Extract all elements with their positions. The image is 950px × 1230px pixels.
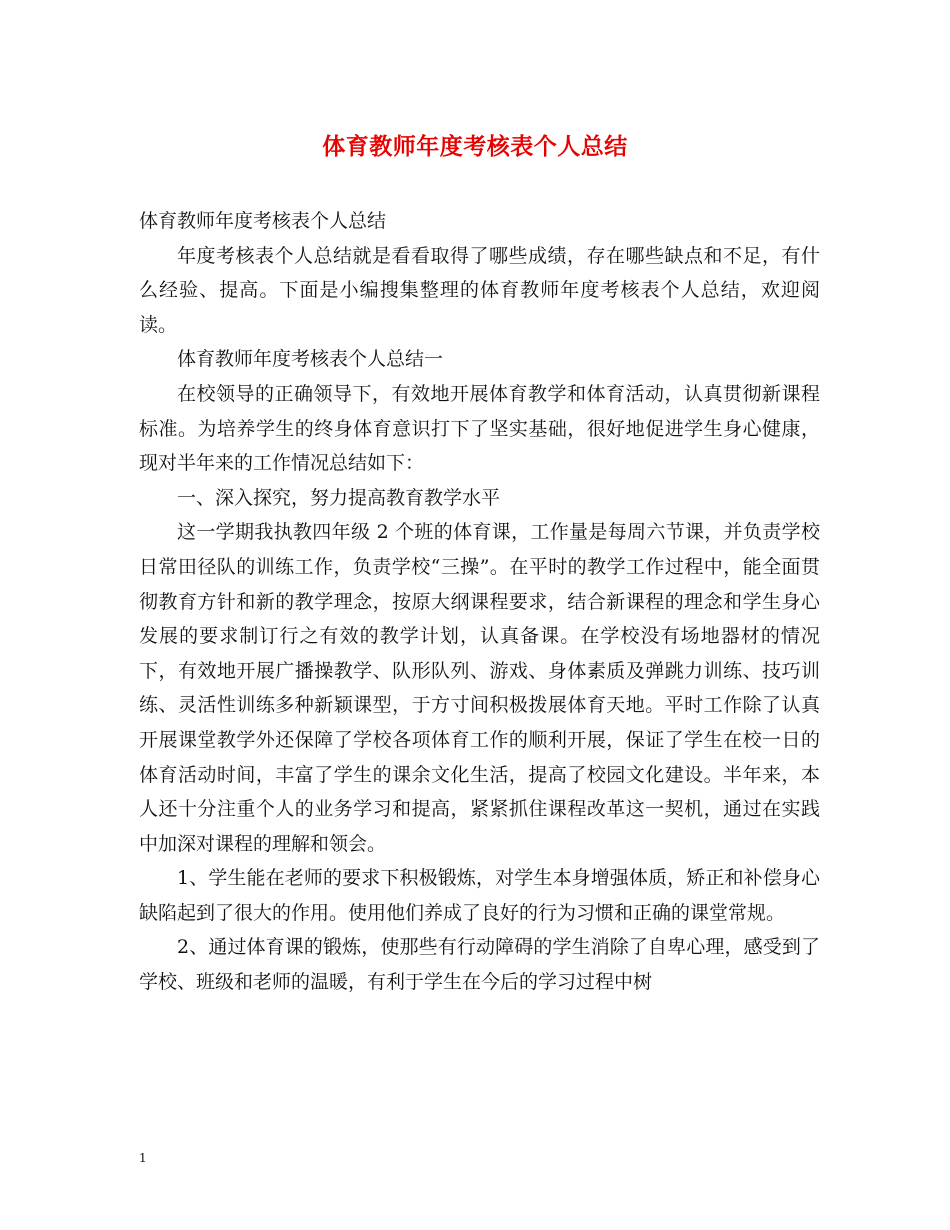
paragraph-point-2: 2、通过体育课的锻炼，使那些有行动障碍的学生消除了自卑心理，感受到了学校、班级和老师的温暖，有利于学生在今后的学习过程中树 [139,936,820,994]
paragraph-intro: 年度考核表个人总结就是看看取得了哪些成绩，存在哪些缺点和不足，有什么经验、提高。下面是小编搜集整理的体育教师年度考核表个人总结，欢迎阅读。 [139,244,820,336]
paragraph-section-title: 体育教师年度考核表个人总结一 [177,348,444,371]
paragraph-point-1: 1、学生能在老师的要求下积极锻炼，对学生本身增强体质，矫正和补偿身心缺陷起到了很大的作用。使用他们养成了良好的行为习惯和正确的课堂常规。 [139,867,820,924]
paragraph-main: 这一学期我执教四年级 2 个班的体育课，工作量是每周六节课，并负责学校日常田径队的训练工作，负责学校“三操”。在平时的教学工作过程中，能全面贯彻教育方针和新的教学理念，按原大纲课程要求，结合新课程的理念和学生身心发展的要求制订行之有效的教学计划，认真备课。在学校没有场地器材的情况下，有效地开展广播操教学、队形队列、游戏、身体素质及弹跳力训练、技巧训练、灵活性训练多种新颖课型，于方寸间积极拨展体育天地。平时工作除了认真开展课堂教学外还保障了学校各项体育工作的顺利开展，保证了学生在校一日的体育活动时间，丰富了学生的课余文化生活，提高了校园文化建设。半年来，本人还十分注重个人的业务学习和提高，紧紧抓住课程改革这一契机，通过在实践中加深对课程的理解和领会。 [139,521,820,855]
page-number: 1 [139,1151,147,1165]
paragraph-heading: 体育教师年度考核表个人总结 [139,210,387,232]
paragraph-subheading: 一、深入探究，努力提高教育教学水平 [177,486,501,509]
document-title: 体育教师年度考核表个人总结 [322,133,628,160]
paragraph-overview: 在校领导的正确领导下，有效地开展体育教学和体育活动，认真贯彻新课程标准。为培养学生的终身体育意识打下了坚实基础，很好地促进学生身心健康，现对半年来的工作情况总结如下： [139,382,820,475]
document-body [139,204,820,1000]
